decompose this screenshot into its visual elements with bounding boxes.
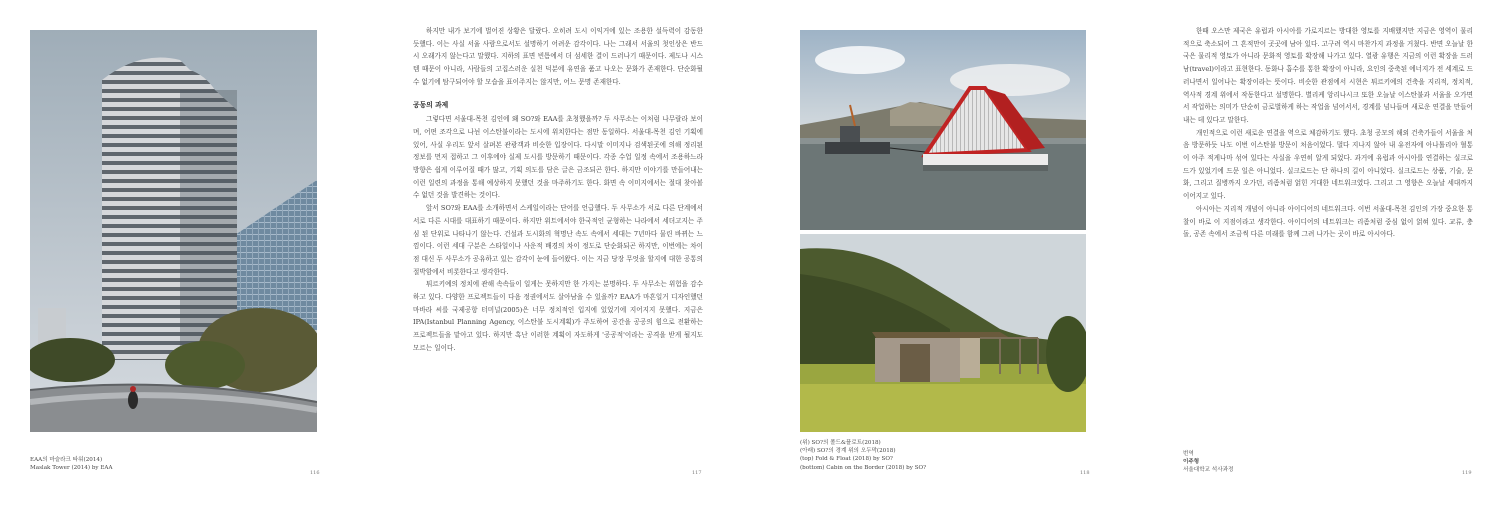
right-body-text xyxy=(1183,25,1473,241)
page-number-118: 118 xyxy=(1080,470,1090,476)
left-body-text xyxy=(413,25,703,355)
caption-bottom-en: (bottom) Cabin on the Border (2018) by SO? xyxy=(800,464,927,471)
fold-float-illustration xyxy=(800,30,1086,230)
cabin-illustration xyxy=(800,234,1086,432)
book-gutter xyxy=(730,0,770,517)
right-paragraph-2: 개인적으로 이런 새로운 연결을 역으로 체감하기도 했다. 초청 공모의 해외 건축가들이 서울을 처음 방문하듯 나도 이번 이스탄불 방문이 처음이었다. 멀다 지나지 않아 내 유전자에 아나톨리아 혈통이 아주 적게나마 섞여 있다는 사실을 우연히 알게 되었다. 과거에 유럽과 아시아를 연결하는 실크로드가 있었기에 드문 일은 아니었다. 실크로드는 단 하나의 길이 아니었다. 실크로드는 상품, 기술, 문화, 그리고 질병까지 오가던, 리좀처럼 얽힌 거대한 네트워크였다. 그리고 그 영향은 오늘날 세대까지 이어지고 있다. xyxy=(1183,128,1473,201)
section-heading: 공동의 과제 xyxy=(413,100,449,109)
page-number-117: 117 xyxy=(692,470,702,476)
caption-top-en: (top) Fold & Float (2018) by SO? xyxy=(800,456,893,463)
right-paragraph-3: 아시아는 지리적 개념이 아니라 아이디어의 네트워크다. 이번 서울대-목천 김인의 가장 중요한 통찰이 바로 이 지점이라고 생각한다. 아이디어의 네트워크는 리좀처럼 중심 없이 얽혀 있다. 교류, 충돌, 공존 속에서 조금씩 다른 미래를 함께 그려 나가는 곳이 바로 아시아다. xyxy=(1183,204,1473,239)
page-number-116: 116 xyxy=(310,470,320,476)
left-paragraph-1: 하지만 내가 보기에 벌어진 상황은 달랐다. 오히려 도시 이익거에 있는 조용한 설득력이 감동한 듯했다. 이는 사실 서울 사람으로서도 설명하기 어려운 감각이다. 나는 그래서 서울의 첫인상은 반드시 오래가지 않는다고 말했다. 지하의 표면 빈틈에서 더 섬세한 결이 드러나기 때문이다. 제도나 시스템 때문이 아니라, 사람들의 고집스러운 실천 덕분에 유연을 품고 나오는 문화가 존재한다. 단순화될 수 없기에 탐구되어야 할 모습을 표이주지는 않지만, 어느 문명 존재한다. xyxy=(413,27,703,86)
credit-label: 번역 xyxy=(1183,451,1194,457)
right-page xyxy=(770,0,1500,517)
translator-credit xyxy=(1183,450,1233,475)
caption-bottom-ko: (아래) SO?의 경계 위의 오두막(2018) xyxy=(800,448,896,455)
left-paragraph-3: 앞서 SO?와 EAA를 소개하면서 스케일이라는 단어를 언급했다. 두 사무소가 서로 다른 단계에서 서로 다른 시대를 대표하기 때문이다. 하지만 위트에서야 한국적인 균형하는 나라에서 세더고지는 주심 된 단위로 나타나기 않는다. 건설과 도시화의 혁명난 속도 속에서 세대는 7년마다 물린 바뀌는 느낌이다. 이런 세대 구분은 스타일이나 사운적 배경의 차이 정도로 단순화되곤 하지만, 이번에는 차이점 대신 두 사무소가 공유하고 있는 감각이 눈에 들어왔다. 이는 지금 당장 무엇을 할지에 대한 공통의 절박함에서 비롯한다고 생각한다. xyxy=(413,204,703,276)
left-paragraph-4: 튀르키예의 정치에 관해 속속들이 일게는 못하지만 한 가지는 분명하다. 두 사무소는 위험을 감수하고 있다. 다양한 프로젝트들이 다음 정권에서도 살아남을 수 있을까? EAA가 마흔일거 디자인했던 마바라 씨를 국제공항 터미널(2005)은 너무 정치적인 입지에 있었기에 지어지지 못했다. 지금은 IPA(Istanbul Planning Agency, 이스탄불 도시계획)가 주도하여 공간을 공공의 힘으로 전환하는 프로젝트들을 맡아고 있다. 하지만 혹난 이러한 계획이 자도하게 '공공적'이라는 공격을 받게 될지도 모르는 일이다. xyxy=(413,280,703,352)
right-paragraph-1: 한때 오스만 제국은 유럽과 아시아를 가로지르는 방대한 영토를 지배했지만 지금은 영역이 물리적으로 축소되어 그 흔적만이 곳곳에 남아 있다. 고구려 역시 마찬가지 과정을 거쳤다. 반면 오늘날 한국은 물리적 영토가 아니라 문화적 영토를 확장해 나가고 있다. 열광 유행은 지금의 이런 확장을 드러남(travel)이라고 표현한다. 동화나 흡수를 통한 확장이 아니라, 요인의 중축된 에너지가 전 세계로 드러나면서 일어나는 확장이라는 뜻이다. 비슷한 관점에서 시현은 튀르키예의 건축을 지리적, 정치적, 역사적 경계 위에서 작동한다고 설명한다. 별리케 앙리나시크 또한 오늘날 이스탄불과 서울을 오가면서 작업하는 의미가 단순히 금로벌하게 하는 작업을 넘어서서, 경계를 넘나들며 새로운 연결을 만들어내는 데 있다고 말한다. xyxy=(1183,27,1473,124)
credit-affiliation: 서울대학교 석사과정 xyxy=(1183,467,1234,474)
caption-top-ko: (위) SO?의 폴드&플로트(2018) xyxy=(800,440,881,446)
credit-name: 이주형 xyxy=(1183,459,1200,466)
tower-caption xyxy=(30,456,113,472)
tower-caption-en: Maslak Tower (2014) by EAA xyxy=(30,465,113,472)
photo-captions xyxy=(800,439,926,472)
cabin-on-the-border-photo xyxy=(800,234,1086,432)
left-paragraph-2: 그렇다면 서울대-목천 김인에 왜 SO?와 EAA를 초청했을까? 두 사무소는 이처럼 나무랄라 보이며, 어떤 조각으로 나뉜 이스탄불이라는 도시에 위치한다는 점만 동일하다. 서울대-목천 김인 기획에 있어, 사실 우리도 앞서 살펴본 관광객과 비슷한 입장이다. 다시말 이미지나 검색된곳에 의해 정리된 정보를 먼저 접하고 그 이후에야 실제 도시를 방문하기 때문이다. 각종 수업 일정 속에서 조용하느라 방향은 쉽게 이루어질 때가 많고, 기획 의도를 담은 글은 금조되곤 한다. 하지만 이야기를 만들어내는 이런 일련의 과정을 통해 예상하지 못했던 것을 마주하기도 한다. 화면 속 이미지에서는 절대 찾아볼 수 없던 것을 발견하는 것이다. xyxy=(413,115,703,200)
page-number-119: 119 xyxy=(1462,470,1472,476)
fold-and-float-photo xyxy=(800,30,1086,230)
tower-caption-ko: EAA의 마슬라크 타워(2014) xyxy=(30,457,103,463)
maslak-tower-photo xyxy=(30,30,317,432)
tower-illustration xyxy=(30,30,317,432)
left-page xyxy=(0,0,730,517)
